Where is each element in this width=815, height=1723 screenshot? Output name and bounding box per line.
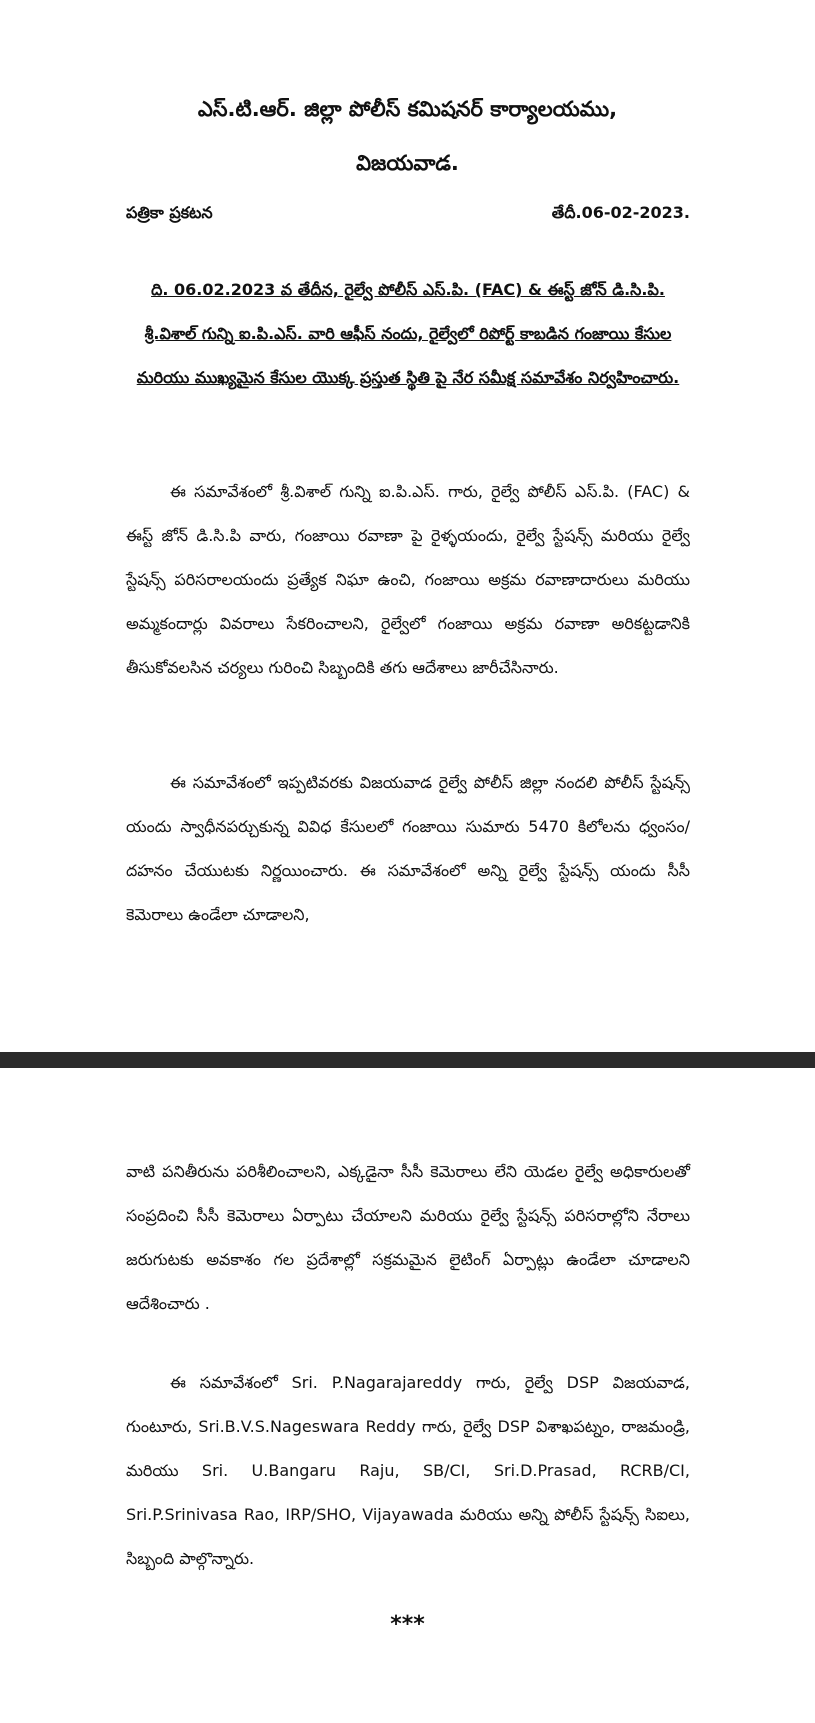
release-date: తేదీ.06-02-2023. (551, 203, 690, 222)
press-release-label: పత్రికా ప్రకటన (126, 203, 213, 222)
paragraph-1: ఈ సమావేశంలో శ్రీ.విశాల్ గున్ని ఐ.పి.ఎస్. గారు, రైల్వే పోలీస్ ఎస్.పి. (FAC) & ఈస్ట్ జోన్ డి.సి.పి వారు, గంజాయి రవాణా పై రైళ్ళయందు, రైల్వే స్టేషన్స్ మరియు రైల్వే స్టేషన్స్ పరిసరాలయందు ప్రత్యేక నిఘా ఉంచి, గంజాయి అక్రమ రవాణాదారులు మరియు అమ్మకందార్లు వివరాలు సేకరించాలని, రైల్వేలో గంజాయి అక్రమ రవాణా అరికట్టడానికి తీసుకోవలసిన చర్యలు గురించి సిబ్బందికి తగు ఆదేశాలు జారీచేసినారు. (126, 482, 690, 677)
paragraph-3: వాటి పనితీరును పరిశీలించాలని, ఎక్కడైనా సీసీ కెమెరాలు లేని యెడల రైల్వే అధికారులతో సంప్రదించి సీసీ కెమెరాలు ఏర్పాటు చేయాలని మరియు రైల్వే స్టేషన్స్ పరిసరాల్లోని నేరాలు జరుగుటకు అవకాశం గల ప్రదేశాల్లో సక్రమమైన లైటింగ్ ఏర్పాట్లు ఉండేలా చూడాలని ఆదేశించారు . (126, 1162, 690, 1313)
city-title: విజయవాడ. (356, 151, 459, 175)
paragraph-4: ఈ సమావేశంలో Sri. P.Nagarajareddy గారు, రైల్వే DSP విజయవాడ, గుంటూరు, Sri.B.V.S.Nageswara Reddy గారు, రైల్వే DSP విశాఖపట్నం, రాజమండ్రి, మరియు Sri. U.Bangaru Raju, SB/CI, Sri.D.Prasad, RCRB/CI, Sri.P.Srinivasa Rao, IRP/SHO, Vijayawada మరియు అన్ని పోలీస్ స్టేషన్స్ సిఐలు, సిబ్బంది పాల్గొన్నారు. (126, 1373, 690, 1568)
paragraph-2: ఈ సమావేశంలో ఇప్పటివరకు విజయవాడ రైల్వే పోలీస్ జిల్లా నందలి పోలీస్ స్టేషన్స్ యందు స్వాధీనపర్చుకున్న వివిధ కేసులలో గంజాయి సుమారు 5470 కిలోలను ధ్వంసం/ దహనం చేయుటకు నిర్ణయించారు. ఈ సమావేశంలో అన్ని రైల్వే స్టేషన్స్ యందు సీసీ కెమెరాలు ఉండేలా చూడాలని, (126, 773, 690, 924)
page-separator (0, 1052, 815, 1068)
meta-row (126, 200, 690, 226)
end-marker: *** (390, 1612, 425, 1637)
headline: ది. 06.02.2023 వ తేదీన, రైల్వే పోలీస్ ఎస్.పి. (FAC) & ఈస్ట్ జోన్ డి.సి.పి. శ్రీ.విశాల్ గున్ని ఐ.పి.ఎస్. వారి ఆఫీస్ నందు, రైల్వేలో రిపోర్ట్ కాబడిన గంజాయి కేసుల మరియు ముఖ్యమైన కేసుల యొక్క ప్రస్తుత స్థితి పై నేర సమీక్ష సమావేశం నిర్వహించారు. (136, 280, 680, 387)
office-title: ఎస్.టి.ఆర్. జిల్లా పోలీస్ కమిషనర్ కార్యాలయము, (197, 97, 618, 121)
